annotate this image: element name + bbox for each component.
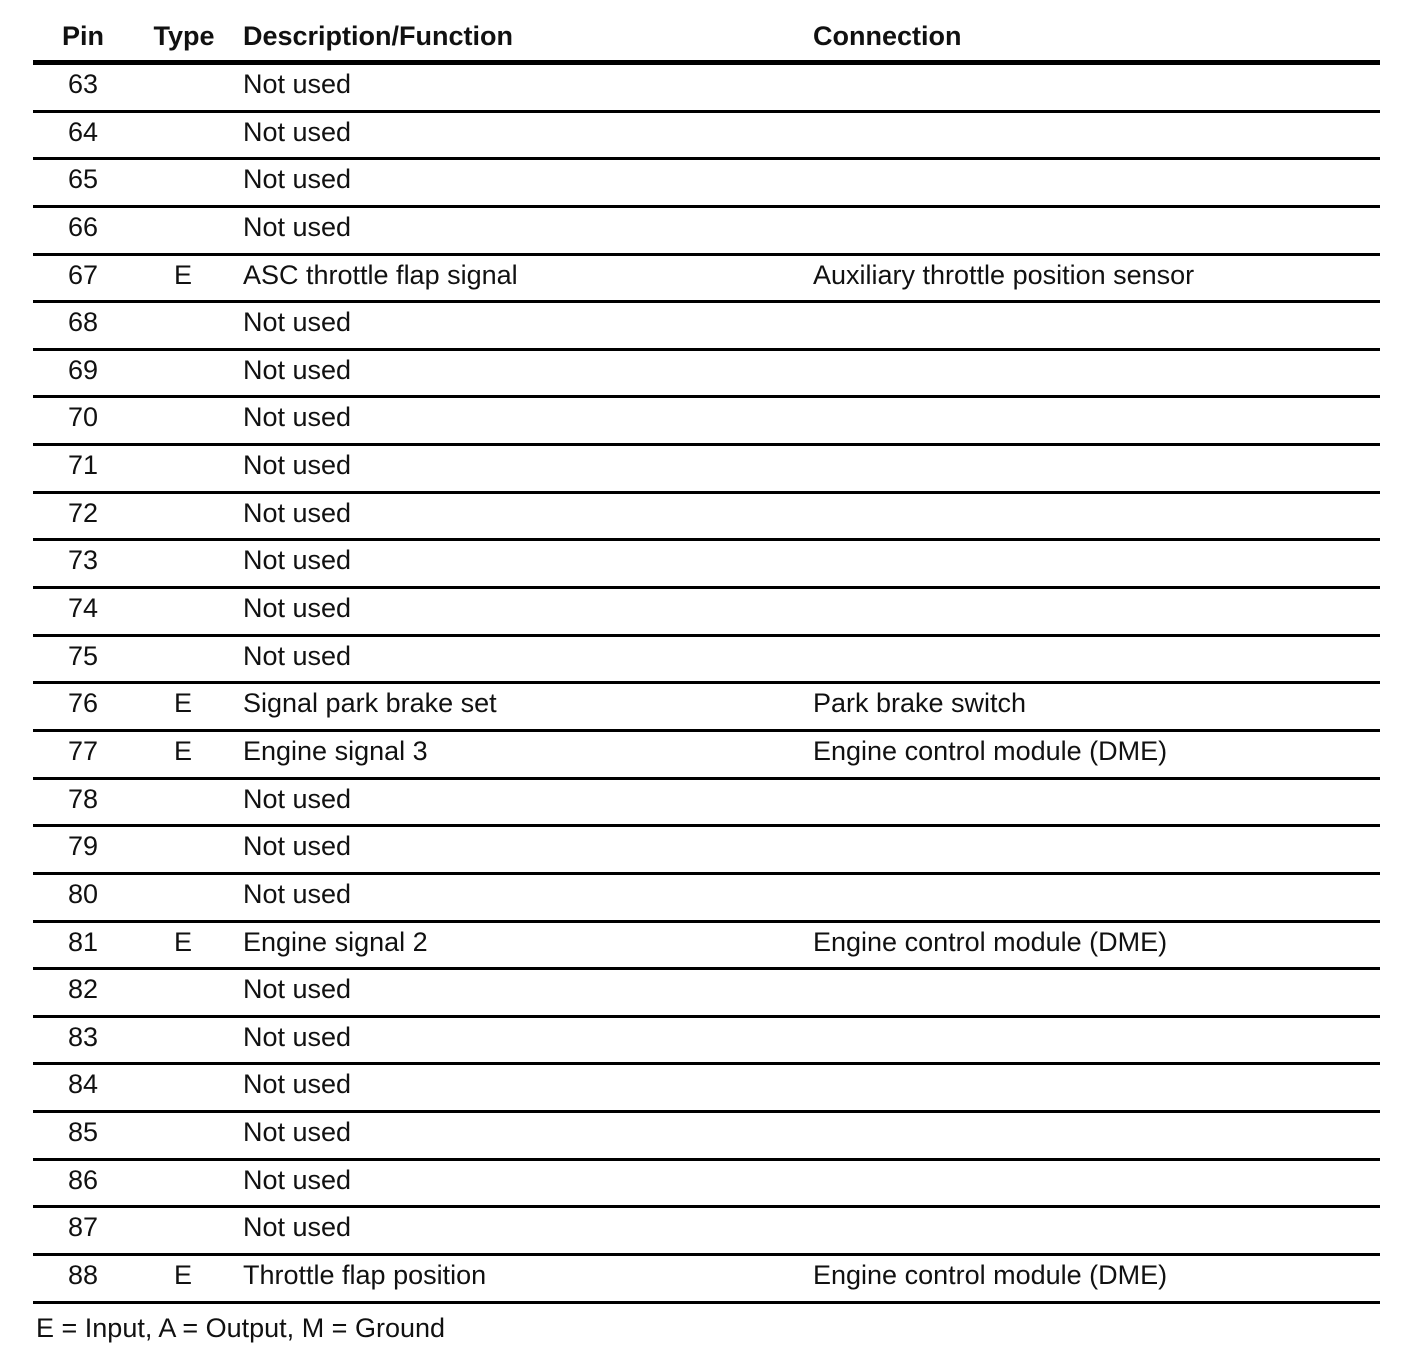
table-row xyxy=(33,1065,1380,1113)
table-row xyxy=(33,303,1380,351)
table-row xyxy=(33,1018,1380,1066)
pin-cell: 81 xyxy=(67,926,99,957)
pin-cell: 88 xyxy=(67,1260,99,1291)
description-cell: Not used xyxy=(243,1164,352,1195)
pin-cell: 87 xyxy=(67,1212,99,1243)
pin-cell: 78 xyxy=(67,783,99,814)
table-row xyxy=(33,446,1380,494)
type-cell: E xyxy=(173,926,192,957)
pin-cell: 79 xyxy=(67,831,99,862)
description-cell: Not used xyxy=(243,354,352,385)
description-cell: Signal park brake set xyxy=(243,688,497,719)
pin-cell: 82 xyxy=(67,974,99,1005)
description-cell: Not used xyxy=(243,593,352,624)
pin-cell: 80 xyxy=(67,878,99,909)
pin-cell: 66 xyxy=(67,211,99,242)
description-cell: Not used xyxy=(243,164,352,195)
table-row xyxy=(33,1161,1380,1209)
pin-cell: 71 xyxy=(67,450,99,481)
table-body xyxy=(33,65,1380,1304)
connection-cell: Engine control module (DME) xyxy=(813,926,1168,957)
description-cell: Not used xyxy=(243,1117,352,1148)
type-cell: E xyxy=(173,735,192,766)
description-cell: Engine signal 2 xyxy=(243,926,428,957)
table-row xyxy=(33,256,1380,304)
table-row xyxy=(33,589,1380,637)
description-cell: Not used xyxy=(243,640,352,671)
description-cell: Not used xyxy=(243,497,352,528)
table-row xyxy=(33,827,1380,875)
description-cell: Not used xyxy=(243,1212,352,1243)
description-cell: Not used xyxy=(243,878,352,909)
description-cell: Not used xyxy=(243,545,352,576)
table-row xyxy=(33,875,1380,923)
connection-cell: Auxiliary throttle position sensor xyxy=(813,259,1195,290)
pin-cell: 86 xyxy=(67,1164,99,1195)
pin-cell: 69 xyxy=(67,354,99,385)
pin-cell: 70 xyxy=(67,402,99,433)
description-cell: Not used xyxy=(243,402,352,433)
table-row xyxy=(33,637,1380,685)
table-row xyxy=(33,541,1380,589)
table-row xyxy=(33,1256,1380,1304)
header-description: Description/Function xyxy=(243,21,513,51)
type-cell: E xyxy=(173,688,192,719)
pin-cell: 72 xyxy=(67,497,99,528)
table-row xyxy=(33,732,1380,780)
description-cell: Engine signal 3 xyxy=(243,735,428,766)
table-row xyxy=(33,208,1380,256)
pin-cell: 64 xyxy=(67,116,99,147)
type-cell: E xyxy=(173,1260,192,1291)
table-row xyxy=(33,1208,1380,1256)
description-cell: Not used xyxy=(243,69,352,99)
description-cell: Not used xyxy=(243,831,352,862)
header-connection: Connection xyxy=(813,21,962,51)
description-cell: Not used xyxy=(243,974,352,1005)
pin-cell: 65 xyxy=(67,164,99,195)
pin-cell: 77 xyxy=(67,735,99,766)
table-row xyxy=(33,351,1380,399)
description-cell: Not used xyxy=(243,450,352,481)
description-cell: Not used xyxy=(243,783,352,814)
header-type: Type xyxy=(153,21,215,51)
pin-cell: 85 xyxy=(67,1117,99,1148)
pin-cell: 63 xyxy=(67,69,99,99)
table-row xyxy=(33,684,1380,732)
description-cell: Not used xyxy=(243,211,352,242)
connection-cell: Park brake switch xyxy=(813,688,1027,719)
description-cell: Not used xyxy=(243,1069,352,1100)
header-pin: Pin xyxy=(61,21,104,51)
table-header xyxy=(33,16,1380,60)
table-row xyxy=(33,160,1380,208)
table-row xyxy=(33,65,1380,113)
table-row xyxy=(33,970,1380,1018)
table-row xyxy=(33,398,1380,446)
description-cell: Not used xyxy=(243,116,352,147)
table-row xyxy=(33,780,1380,828)
table-row xyxy=(33,923,1380,971)
table-row xyxy=(33,1113,1380,1161)
table-row xyxy=(33,113,1380,161)
description-cell: Not used xyxy=(243,1021,352,1052)
pin-cell: 73 xyxy=(67,545,99,576)
pin-cell: 83 xyxy=(67,1021,99,1052)
table-row xyxy=(33,494,1380,542)
pin-cell: 67 xyxy=(67,259,99,290)
connection-cell: Engine control module (DME) xyxy=(813,735,1168,766)
legend-footnote: E = Input, A = Output, M = Ground xyxy=(36,1313,446,1343)
pin-cell: 75 xyxy=(67,640,99,671)
pin-cell: 84 xyxy=(67,1069,99,1100)
pin-cell: 76 xyxy=(67,688,99,719)
pin-cell: 74 xyxy=(67,593,99,624)
type-cell: E xyxy=(173,259,192,290)
description-cell: Throttle flap position xyxy=(243,1260,487,1291)
description-cell: ASC throttle flap signal xyxy=(243,259,518,290)
description-cell: Not used xyxy=(243,307,352,338)
pin-cell: 68 xyxy=(67,307,99,338)
connection-cell: Engine control module (DME) xyxy=(813,1260,1168,1291)
